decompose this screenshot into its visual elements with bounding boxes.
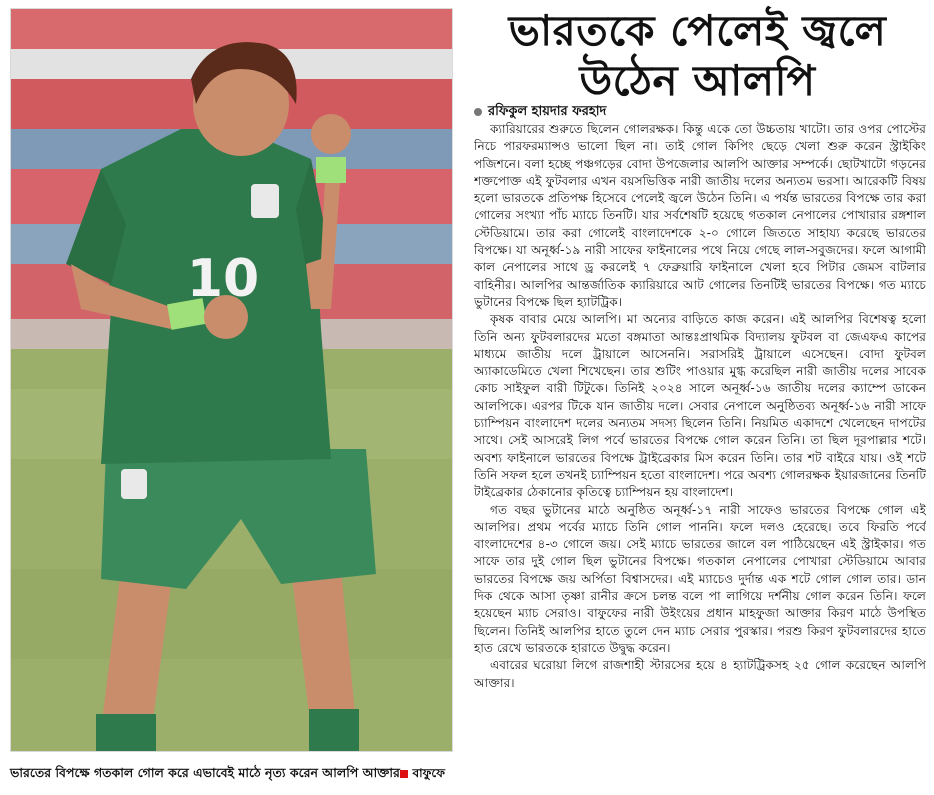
photo-credit [400,762,445,784]
paragraph: কৃষক বাবার মেয়ে আলপি। মা অন্যের বাড়িতে কাজ করেন। এই আলপির বিশেষত্ব হলো তিনি অন্য ফুটবলারদের মতো বঙ্গমাতা আন্তঃপ্রাথমিক বিদ্যালয় ফুটবল বা জেএফএ কাপের মাধ্যমে জাতীয় দলে ট্রায়ালে আসেননি। সরাসরিই ট্রায়ালে এসেছেন। বোদা ফুটবল অ্যাকাডেমিতে খেলা শিখেছেন। তার শুটিং পাওয়ার মুগ্ধ করেছিল নারী জাতীয় দলের সাবেক কোচ সাইফুল বারী টিটুকে। তিনিই ২০২৪ সালে অনূর্ধ্ব-১৬ জাতীয় দলের ক্যাম্পে ডাকেন আলপিকে। এরপর টিকে যান জাতীয় দলে। সেবার নেপালে অনুষ্ঠিতব্য অনূর্ধ্ব-১৬ নারী সাফে চ্যাম্পিয়ন বাংলাদেশ দলের অন্যতম সদস্য ছিলেন তিনি। নিয়মিত একাদশে খেলেছেন দাপটের সাথে। সেই আসরেই লিগ পর্বে ভারতের বিপক্ষে গোল করেন তিনি। তা ছিল দূরপাল্লার শটে। অবশ্য ফাইনালে ভারতের বিপক্ষে ট্রাইব্রেকার মিস করেন তিনি। তার শট বাইরে যায়। ওই শটে তিনি সফল হলে তখনই চ্যাম্পিয়ন হতো বাংলাদেশ। পরে অবশ্য গোলরক্ষক ইয়ারজানের তিনটি টাইব্রেকার ঠেকানোর কৃতিত্বে চ্যাম্পিয়ন হয় বাংলাদেশ। [474,312,926,500]
player-illustration [11,9,452,751]
jersey-number: 10 [186,249,260,309]
author-name: রফিকুল হায়দার ফরহাদ [488,104,607,119]
player-photo [10,8,453,752]
credit-marker-icon [400,770,408,778]
byline [474,103,924,121]
paragraph: এবারের ঘরোয়া লিগে রাজশাহী স্টারসের হয়ে ৪ হ্যাটট্রিকসহ ২৫ গোল করেছেন আলপি আক্তার। [474,658,926,690]
crest-icon [121,469,147,499]
crest-icon [251,184,279,218]
credit-text: বাফুফে [412,766,445,780]
article-body [474,121,926,787]
caption-text: ভারতের বিপক্ষে গতকাল গোল করে এভাবেই মাঠে নৃত্য করেন আলপি আক্তার [10,765,400,780]
headline: ভারতকে পেলেই জ্বলে উঠেন আলপি [508,6,887,105]
bullet-icon [474,108,482,116]
photo-caption [10,762,451,784]
paragraph: ক্যারিয়ারের শুরুতে ছিলেন গোলরক্ষক। কিন্তু একে তো উচ্চতায় খাটো। তার ওপর পোস্টের নিচে পারফরম্যান্সও ভালো ছিল না। তাই গোল কিপিং ছেড়ে খেলা শুরু করেন স্ট্রাইকিং পজিশনে। বলা হচ্ছে পঞ্চগড়ের বোদা উপজেলার আলপি আক্তার সম্পর্কে। ছোটখাটো গড়নের শক্তপোক্ত এই ফুটবলার এখন বয়সভিত্তিক নারী জাতীয় দলের অন্যতম ভরসা। আরেকটি বিষয় হলো ভারতকে প্রতিপক্ষ হিসেবে পেলেই জ্বলে উঠেন তিনি। এ পর্যন্ত ভারতের বিপক্ষে তার করা গোলের সংখ্যা পাঁচ ম্যাচে তিনটি। যার সর্বশেষটি হয়েছে গতকাল নেপালের পোখারার রঙ্গশাল স্টেডিয়ামে। তার করা গোলেই বাংলাদেশকে ২-০ গোলে জিততে সাহায্য করেছে ভারতের বিপক্ষে। যা অনূর্ধ্ব-১৯ নারী সাফের ফাইনালের পথে নিয়ে গেছে লাল-সবুজদের। ফলে আগামী কাল নেপালের সাথে ড্র করলেই ৭ ফেব্রুয়ারি ফাইনালে খেলা হবে পিটার জেমস বাটলার বাহিনীর। আলপির আন্তর্জাতিক ক্যারিয়ারে আট গোলের তিনটিই ভারতের বিপক্ষে। গত ম্যাচে ভুটানের বিপক্ষে ছিল হ্যাটট্রিক। [474,122,926,309]
wristband [316,157,346,183]
paragraph: গত বছর ভুটানের মাঠে অনুষ্ঠিত অনূর্ধ্ব-১৭ নারী সাফেও ভারতের বিপক্ষে গোল এই আলপির। প্রথম পর্বের ম্যাচে তিনি গোল পাননি। ফলে দলও হেরেছে। তবে ফিরতি পর্বে বাংলাদেশের ৪-৩ গোলে জয়। সেই ম্যাচে ভারতের জালে বল পাঠিয়েছেন এই স্ট্রাইকার। গত সাফে তার দুই গোল ছিল ভুটানের বিপক্ষে। গতকাল নেপালের পোখারা স্টেডিয়ামে আবার ভারতের বিপক্ষে জয় অর্পিতা বিশ্বাসদের। এই ম্যাচেও দুর্দান্ত এক শটে গোল গোল তার। ডান দিক থেকে আসা তৃষ্ণা রানীর ক্রসে চলন্ত বলে পা লাগিয়ে দর্শনীয় গোল করেন তিনি। ফলে হয়েছেন ম্যাচ সেরাও। বাফুফের নারী উইংয়ের প্রধান মাহফুজা আক্তার কিরণ মাঠে উপস্থিত ছিলেন। তিনিই আলপির হাতে তুলে দেন ম্যাচ সেরার পুরস্কার। পরশু কিরণ ফুটবলারদের হাতে হাত রেখে ভারতকে হারাতে উদ্বুদ্ধ করেন। [474,502,926,655]
